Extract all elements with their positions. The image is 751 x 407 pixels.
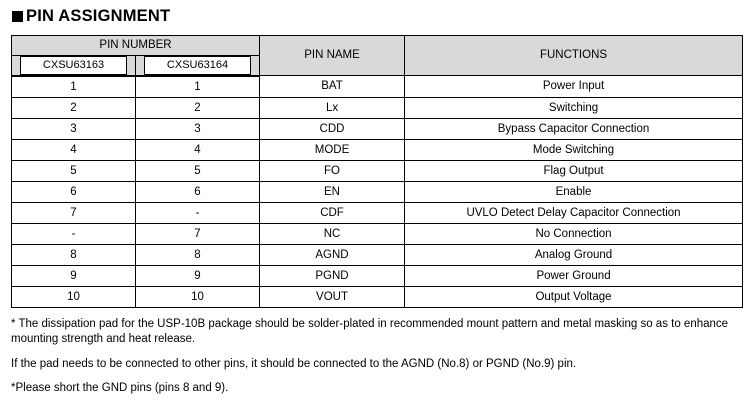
cell-pin-number-2: 6 — [136, 181, 260, 202]
cell-pin-number-1: 8 — [12, 244, 136, 265]
table-row — [12, 223, 743, 244]
table-header-row-1 — [12, 35, 743, 55]
table-body — [12, 76, 743, 308]
cell-pin-number-1: 3 — [12, 118, 136, 139]
cell-pin-number-2: 3 — [136, 118, 260, 139]
cell-pin-name: FO — [260, 160, 405, 181]
cell-function: Enable — [405, 181, 743, 202]
cell-pin-number-1: 4 — [12, 139, 136, 160]
table-row — [12, 139, 743, 160]
table-row — [12, 181, 743, 202]
cell-function: Output Voltage — [405, 286, 743, 307]
cell-pin-number-2: 10 — [136, 286, 260, 307]
cell-pin-number-1: 10 — [12, 286, 136, 307]
cell-pin-number-1: 5 — [12, 160, 136, 181]
table-row — [12, 160, 743, 181]
cell-pin-number-2: 5 — [136, 160, 260, 181]
cell-pin-number-2: - — [136, 202, 260, 223]
cell-pin-number-1: - — [12, 223, 136, 244]
cell-pin-number-2: 7 — [136, 223, 260, 244]
cell-function: Bypass Capacitor Connection — [405, 118, 743, 139]
table-row — [12, 202, 743, 223]
footnote-2: If the pad needs to be connected to other pins, it should be connected to the AGND (No.8) or PGND (No.9) pin. — [11, 357, 577, 370]
table-row — [12, 265, 743, 286]
cell-function: Power Ground — [405, 265, 743, 286]
column-header-functions: FUNCTIONS — [405, 35, 743, 76]
cell-pin-name: PGND — [260, 265, 405, 286]
table-row — [12, 76, 743, 98]
page-title — [12, 8, 741, 25]
cell-pin-name: AGND — [260, 244, 405, 265]
cell-function: UVLO Detect Delay Capacitor Connection — [405, 202, 743, 223]
cell-function: Power Input — [405, 76, 743, 98]
cell-pin-number-1: 9 — [12, 265, 136, 286]
cell-pin-name: BAT — [260, 76, 405, 98]
footnote-1: * The dissipation pad for the USP-10B package should be solder-plated in recommended mount pattern and metal masking so as to enhance mounting strength and heat release. — [11, 317, 729, 345]
cell-function: Analog Ground — [405, 244, 743, 265]
cell-pin-number-2: 9 — [136, 265, 260, 286]
column-header-pin-name: PIN NAME — [260, 35, 405, 76]
cell-pin-name: NC — [260, 223, 405, 244]
column-header-part-2 — [136, 55, 260, 76]
table-row — [12, 244, 743, 265]
cell-function: Flag Output — [405, 160, 743, 181]
cell-pin-number-2: 4 — [136, 139, 260, 160]
cell-pin-name: VOUT — [260, 286, 405, 307]
cell-pin-name: CDD — [260, 118, 405, 139]
part-number-chip-2: CXSU63164 — [144, 56, 251, 75]
footnote-3: *Please short the GND pins (pins 8 and 9). — [11, 382, 229, 394]
cell-function: No Connection — [405, 223, 743, 244]
column-header-pin-number: PIN NUMBER — [12, 35, 260, 55]
cell-pin-name: MODE — [260, 139, 405, 160]
cell-pin-number-2: 1 — [136, 76, 260, 98]
cell-function: Mode Switching — [405, 139, 743, 160]
table-row — [12, 118, 743, 139]
table-row — [12, 286, 743, 307]
cell-pin-number-2: 2 — [136, 97, 260, 118]
cell-pin-number-1: 2 — [12, 97, 136, 118]
table-row — [12, 97, 743, 118]
cell-pin-name: EN — [260, 181, 405, 202]
cell-function: Switching — [405, 97, 743, 118]
cell-pin-number-1: 6 — [12, 181, 136, 202]
page-title-text: PIN ASSIGNMENT — [26, 7, 171, 25]
square-bullet-icon — [12, 11, 23, 22]
table-header — [12, 35, 743, 76]
part-number-chip-1: CXSU63163 — [20, 56, 127, 75]
cell-pin-name: Lx — [260, 97, 405, 118]
footnotes — [11, 317, 741, 397]
cell-pin-number-1: 7 — [12, 202, 136, 223]
pin-assignment-table — [11, 35, 743, 308]
cell-pin-number-1: 1 — [12, 76, 136, 98]
cell-pin-number-2: 8 — [136, 244, 260, 265]
column-header-part-1 — [12, 55, 136, 76]
cell-pin-name: CDF — [260, 202, 405, 223]
